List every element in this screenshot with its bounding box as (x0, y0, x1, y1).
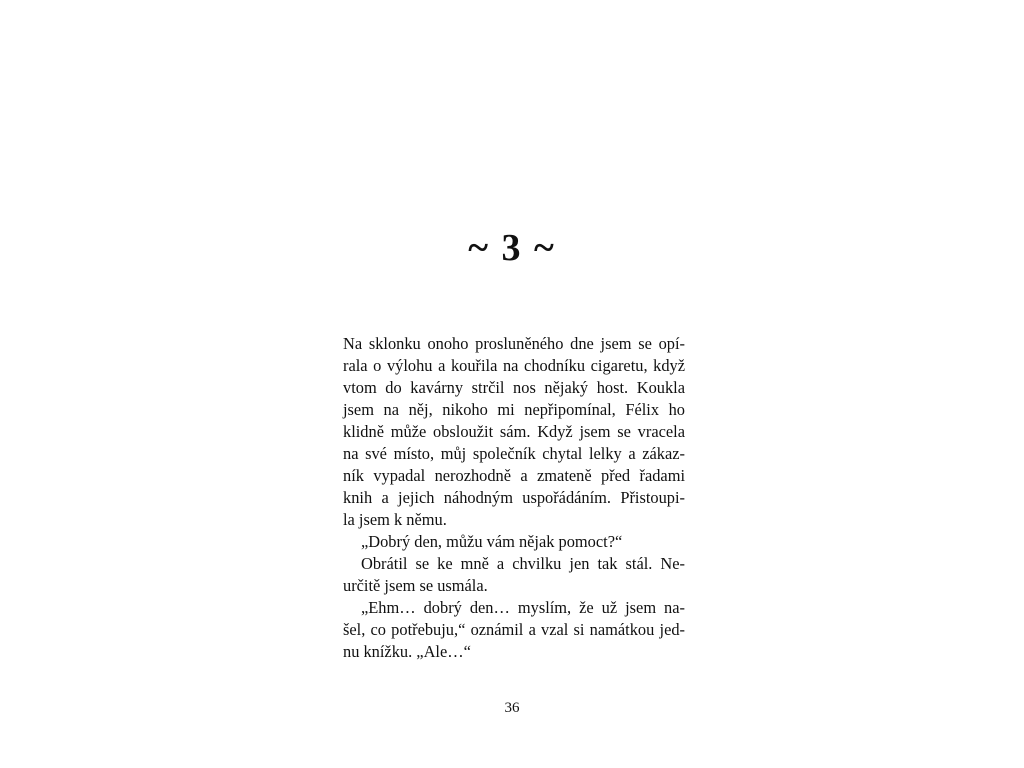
text-line: „Ehm… dobrý den… myslím, že už jsem na- (361, 598, 685, 617)
chapter-heading: ~ 3 ~ (468, 227, 556, 269)
text-line: ník vypadal nerozhodně a zmateně před řadami (343, 466, 685, 485)
text-line: Na sklonku onoho prosluněného dne jsem se opí- (343, 334, 685, 353)
text-line: na své místo, můj společník chytal lelky a zákaz- (343, 444, 685, 463)
text-line: vtom do kavárny strčil nos nějaký host. Koukla (343, 378, 685, 397)
text-line: šel, co potřebuju,“ oznámil a vzal si namátkou jed- (343, 620, 685, 639)
page-number: 36 (504, 700, 520, 716)
text-line: nu knížku. „Ale…“ (343, 642, 471, 661)
text-line: Obrátil se ke mně a chvilku jen tak stál. Ne- (361, 554, 685, 573)
text-line: jsem na něj, nikoho mi nepřipomínal, Félix ho (343, 400, 685, 419)
text-line: knih a jejich náhodným uspořádáním. Přistoupi- (343, 488, 685, 507)
text-line: určitě jsem se usmála. (343, 576, 488, 595)
text-line: rala o výlohu a kouřila na chodníku cigaretu, když (343, 356, 685, 375)
text-line: klidně může obsloužit sám. Když jsem se vracela (343, 422, 685, 441)
body-text (343, 333, 685, 663)
text-line: „Dobrý den, můžu vám nějak pomoct?“ (361, 532, 623, 551)
text-line: la jsem k němu. (343, 510, 447, 529)
